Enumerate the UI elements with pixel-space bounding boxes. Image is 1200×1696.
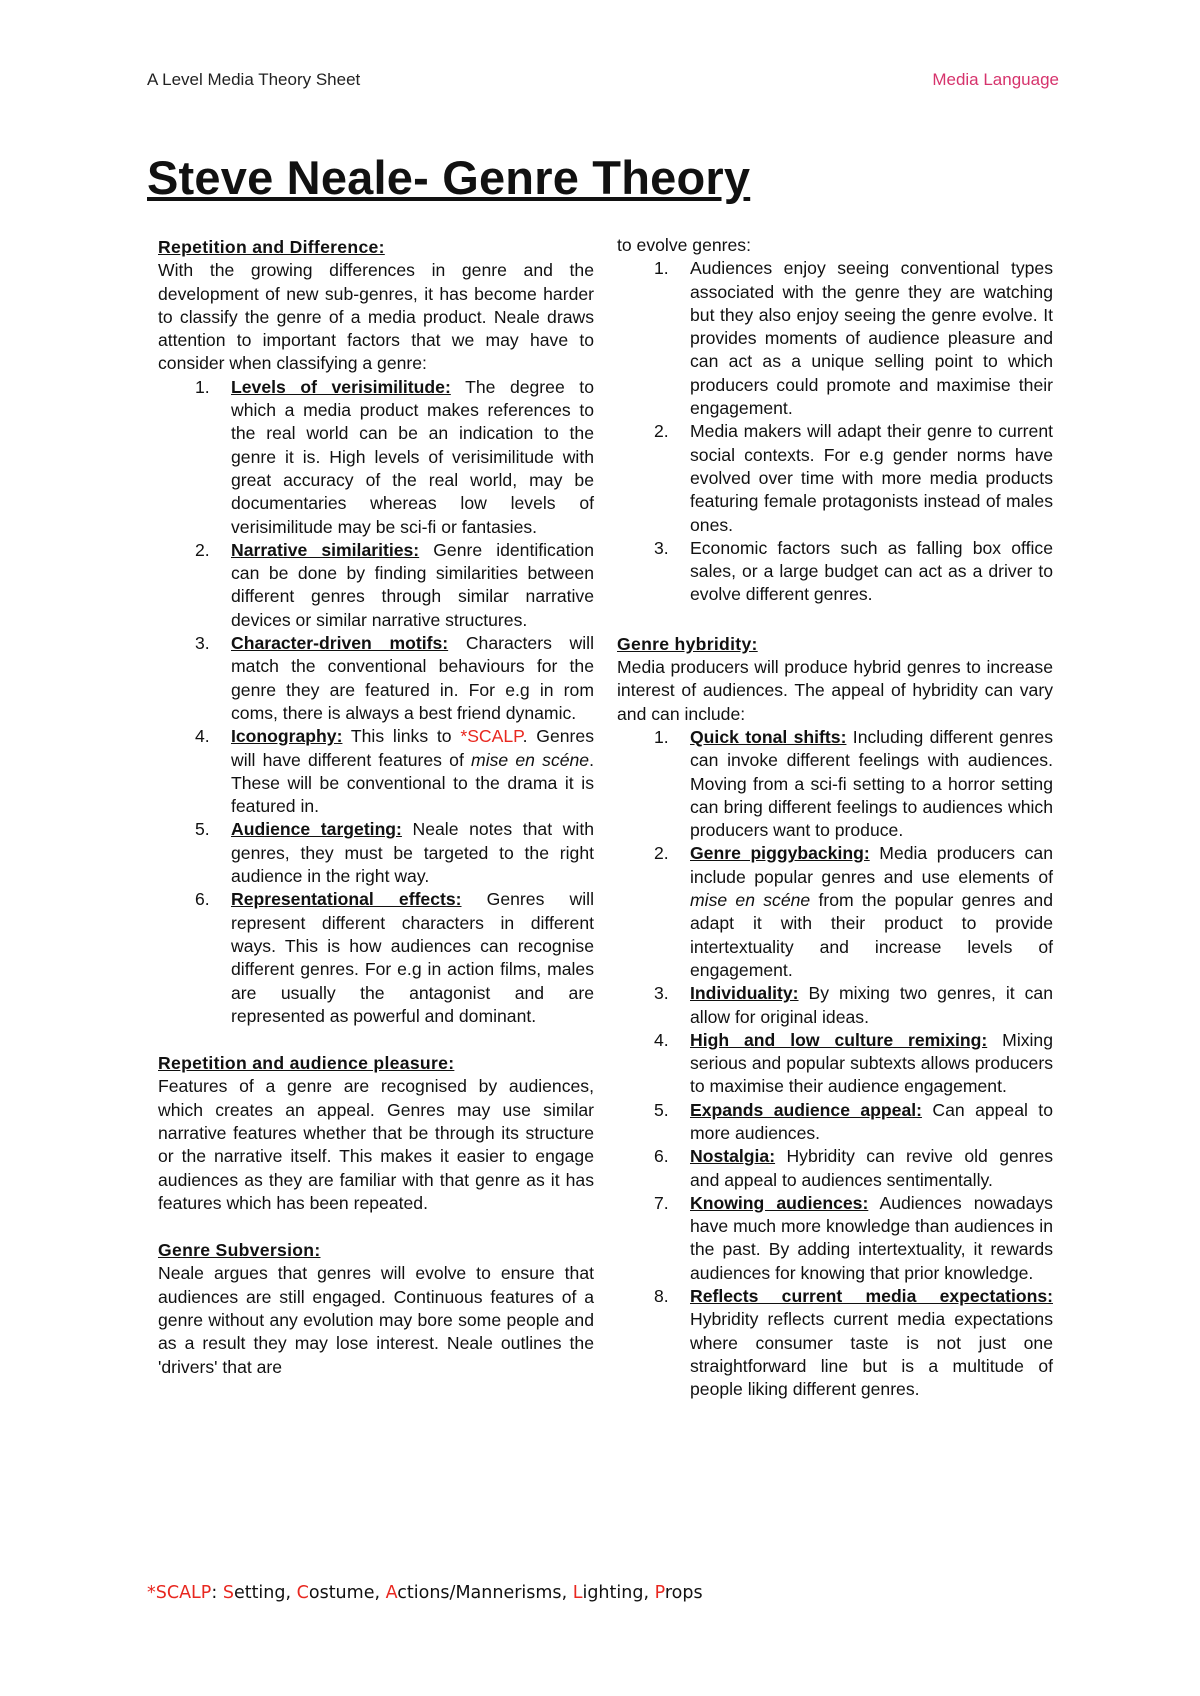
italic-term: mise en scéne <box>690 890 811 911</box>
page-title-text: Steve Neale- Genre Theory <box>147 151 751 204</box>
list-term: Genre piggybacking: <box>690 843 870 864</box>
list-number: 6. <box>654 1146 669 1167</box>
footnote-initial: A <box>385 1583 398 1603</box>
list-number: 3. <box>195 633 210 654</box>
factors-list <box>158 376 594 1028</box>
list-number: 1. <box>654 258 669 279</box>
list-item <box>617 1145 1053 1192</box>
list-term: Quick tonal shifts: <box>690 726 847 747</box>
list-number: 3. <box>654 983 669 1004</box>
list-text: By mixing two genres, it can allow for original ideas. <box>690 983 1053 1027</box>
list-item <box>617 982 1053 1029</box>
list-number: 1. <box>654 726 669 747</box>
list-item <box>617 420 1053 536</box>
left-column <box>158 236 594 1379</box>
list-term: Knowing audiences: <box>690 1192 869 1213</box>
list-item <box>617 1192 1053 1285</box>
page-header <box>147 70 1059 90</box>
list-number: 2. <box>654 421 669 442</box>
footnote-initial: P <box>654 1583 665 1603</box>
footnote-initial: C <box>296 1583 309 1603</box>
list-number: 6. <box>195 889 210 910</box>
list-item <box>617 1099 1053 1146</box>
footnote-sep: , <box>285 1583 297 1603</box>
footnote-colon: : <box>211 1583 223 1603</box>
section-heading-repetition-difference: Repetition and Difference: <box>158 237 385 257</box>
list-number: 5. <box>654 1099 669 1120</box>
drivers-list <box>617 257 1053 606</box>
list-term: Iconography: <box>231 726 343 747</box>
header-left-text: A Level Media Theory Sheet <box>147 70 361 89</box>
list-text: This links to <box>342 726 461 747</box>
footnote-word: ighting <box>582 1583 644 1603</box>
footnote-sep: , <box>561 1583 573 1603</box>
list-number: 2. <box>654 843 669 864</box>
list-item <box>158 539 594 632</box>
list-term: High and low culture remixing: <box>690 1029 988 1050</box>
list-number: 8. <box>654 1286 669 1307</box>
list-text: . Genres will have different features of <box>231 726 594 770</box>
footnote-word: etting <box>233 1583 286 1603</box>
list-text: Can appeal to more audiences. <box>690 1099 1053 1143</box>
list-text: The degree to which a media product makes references to the real world can be an indication to the genre it is. High levels of verisimilitude with great accuracy of the real world, may be documentaries whereas low levels of verisimilitude may be sci-fi or fantasies. <box>231 376 594 537</box>
list-number: 5. <box>195 819 210 840</box>
list-term: Character-driven motifs: <box>231 633 449 654</box>
list-number: 7. <box>654 1192 669 1213</box>
list-term: Levels of verisimilitude: <box>231 376 451 397</box>
list-number: 1. <box>195 376 210 397</box>
footnote-sep: , <box>643 1583 655 1603</box>
list-item <box>158 888 594 1028</box>
list-text: Economic factors such as falling box office sales, or a large budget can act as a driver to evolve different genres. <box>690 537 1053 605</box>
section-text: Neale argues that genres will evolve to ensure that audiences are still engaged. Continuous features of a genre without any evolution may bore some people and as a result they may lose interest. Neale outlines the 'drivers' that are <box>158 1263 594 1377</box>
continuation-text: to evolve genres: <box>617 235 751 255</box>
list-term: Representational effects: <box>231 889 462 910</box>
list-text: Media makers will adapt their genre to current social contexts. For e.g gender norms have evolved over time with more media products featuring female protagonists instead of males ones. <box>690 421 1053 535</box>
footnote-label: *SCALP <box>147 1583 212 1603</box>
list-number: 4. <box>195 726 210 747</box>
list-term: Expands audience appeal: <box>690 1099 922 1120</box>
list-text: Characters will match the conventional behaviours for the genre they are featured in. For e.g in rom coms, there is always a best friend dynamic. <box>231 633 594 723</box>
list-text: Genres will represent different characters in different ways. This is how audiences can recognise different genres. For e.g in action films, males are usually the antagonist and are represented as powerful and dominant. <box>231 889 594 1026</box>
list-item <box>158 632 594 725</box>
header-right-text: Media Language <box>932 70 1059 89</box>
list-text: Audiences enjoy seeing conventional types associated with the genre they are watching but they also enjoy seeing the genre evolve. It provides moments of audience pleasure and can act as a unique selling point to which producers could promote and maximise their engagement. <box>690 258 1053 419</box>
scalp-reference: *SCALP <box>460 726 523 747</box>
list-term: Audience targeting: <box>231 819 402 840</box>
page-title <box>147 150 764 205</box>
section-heading-genre-subversion: Genre Subversion: <box>158 1240 321 1261</box>
list-number: 3. <box>654 537 669 558</box>
scalp-footnote <box>147 1583 703 1603</box>
list-text: Hybridity reflects current media expectations where consumer taste is not just one straightforward line but is a multitude of people liking different genres. <box>690 1309 1053 1400</box>
list-term: Nostalgia: <box>690 1146 776 1167</box>
section-heading-genre-hybridity: Genre hybridity: <box>617 633 758 654</box>
section-text: Features of a genre are recognised by audiences, which creates an appeal. Genres may use similar narrative features whether that be through its structure or the narrative itself. This makes it easier to engage audiences as they are familiar with that genre as it has features which has been repeated. <box>158 1076 594 1213</box>
italic-term: mise en scéne <box>471 749 590 770</box>
list-text: Mixing serious and popular subtexts allows producers to maximise their audience engagement. <box>690 1029 1053 1097</box>
list-text: Audiences nowadays have much more knowledge than audiences in the past. By adding intertextuality, it rewards audiences for knowing that prior knowledge. <box>690 1192 1053 1283</box>
section-intro: With the growing differences in genre and the development of new sub-genres, it has become harder to classify the genre of a media product. Neale draws attention to important factors that we may have to consider when classifying a genre: <box>158 260 594 374</box>
right-column <box>617 234 1053 1402</box>
list-text: . These will be conventional to the drama it is featured in. <box>231 749 594 817</box>
list-item <box>617 1285 1053 1401</box>
list-text: Hybridity can revive old genres and appeal to audiences sentimentally. <box>690 1146 1053 1190</box>
list-text: Including different genres can invoke different feelings with audiences. Moving from a sci-fi setting to a horror setting can bring different feelings to audiences which producers want to produce. <box>690 726 1054 841</box>
list-term: Reflects current media expectations: <box>690 1286 1053 1307</box>
list-number: 4. <box>654 1029 669 1050</box>
list-term: Individuality: <box>690 983 799 1004</box>
hybridity-list <box>617 726 1053 1402</box>
list-item <box>158 818 594 888</box>
footnote-word: ctions/Mannerisms <box>397 1583 562 1603</box>
footnote-word: ostume <box>308 1583 375 1603</box>
list-item <box>617 1029 1053 1099</box>
footnote-sep: , <box>374 1583 386 1603</box>
list-text: from the popular genres and adapt it with their product to provide intertextuality and increase levels of engagement. <box>690 890 1053 980</box>
list-text: Media producers can include popular genres and use elements of <box>690 843 1053 887</box>
footnote-word: rops <box>664 1583 703 1603</box>
footnote-initial: S <box>222 1583 234 1603</box>
list-item <box>158 376 594 539</box>
list-term: Narrative similarities: <box>231 539 420 560</box>
list-item <box>158 725 594 818</box>
list-number: 2. <box>195 539 210 560</box>
list-text: Neale notes that with genres, they must be targeted to the right audience in the right way. <box>231 819 594 887</box>
section-intro: Media producers will produce hybrid genres to increase interest of audiences. The appeal of hybridity can vary and can include: <box>617 657 1053 724</box>
list-item <box>617 257 1053 420</box>
list-item <box>617 726 1053 842</box>
list-text: Genre identification can be done by finding similarities between different genres through similar narrative devices or similar narrative structures. <box>231 539 595 630</box>
list-item <box>617 842 1053 982</box>
footnote-initial: L <box>572 1583 583 1603</box>
list-item <box>617 537 1053 607</box>
section-heading-audience-pleasure: Repetition and audience pleasure: <box>158 1053 455 1074</box>
